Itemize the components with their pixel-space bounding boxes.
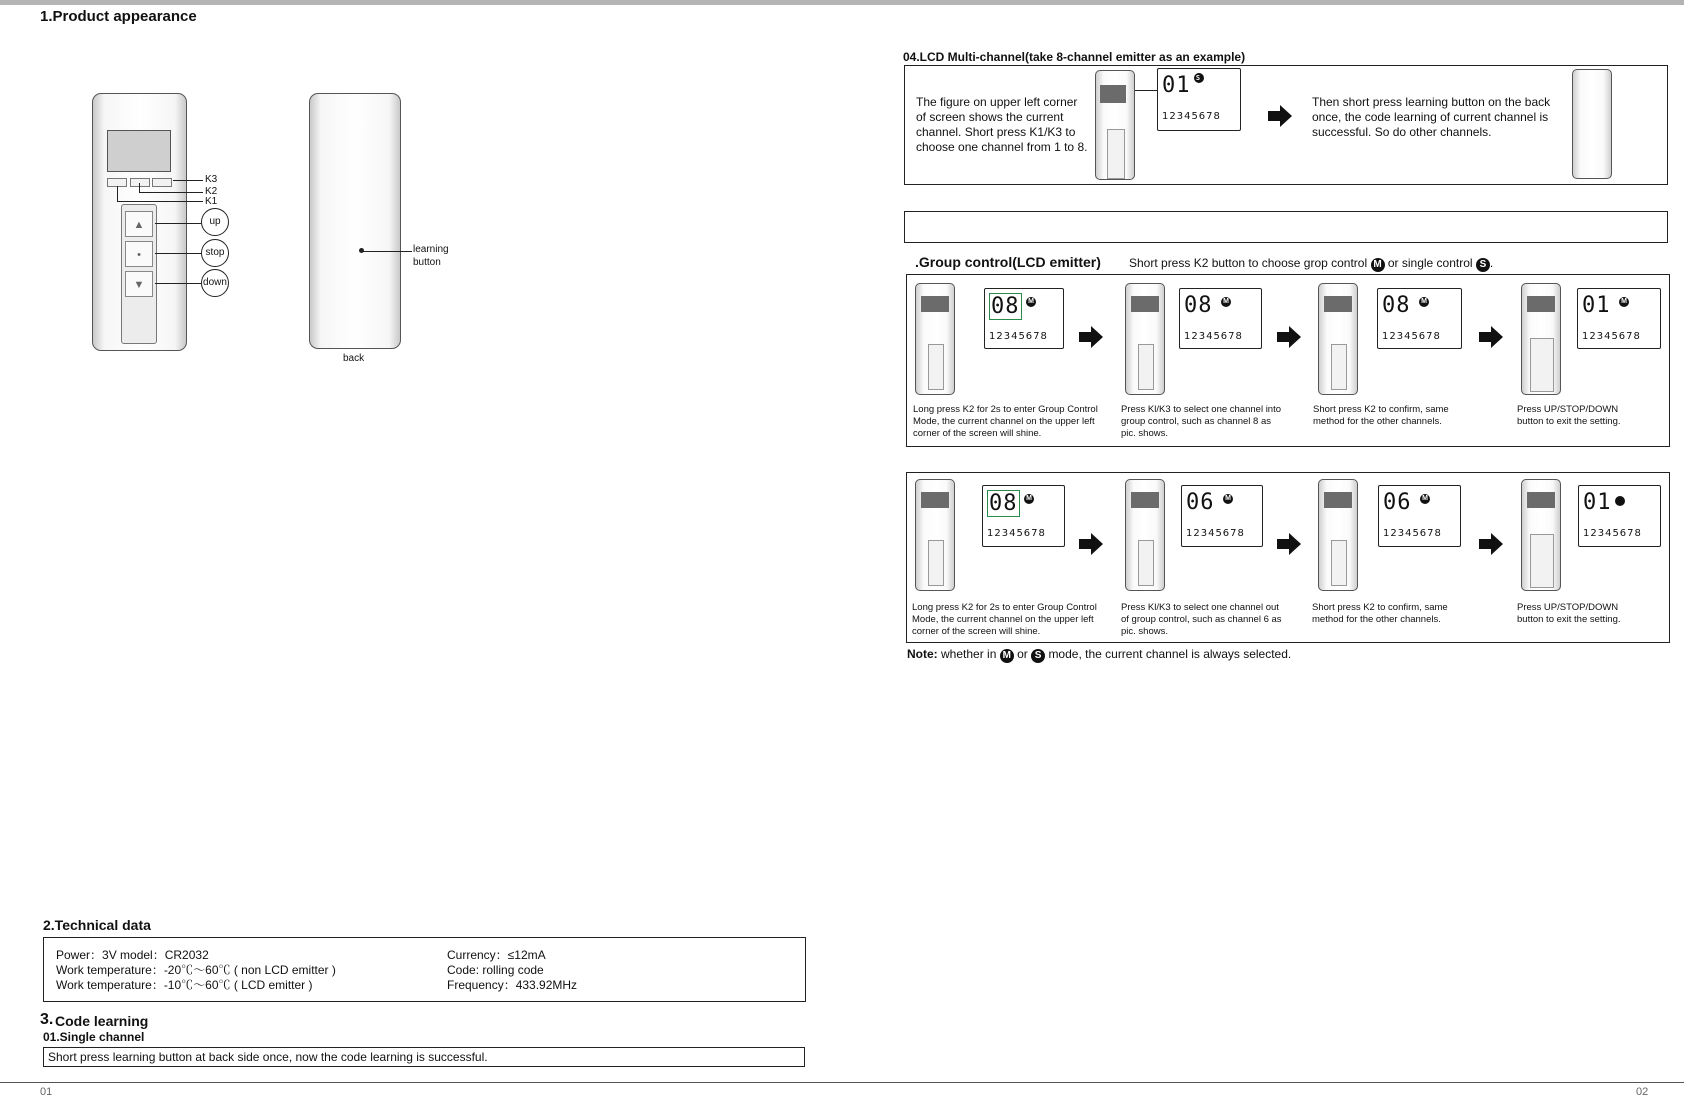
step-remote-image (1521, 479, 1561, 591)
group-mode-m-icon: M (1371, 258, 1385, 272)
step-screen (1179, 288, 1262, 349)
step-screen (1577, 288, 1661, 349)
learning-label-line2: button (413, 257, 441, 268)
lcd-multichannel-title: 04.LCD Multi-channel(take 8-channel emitter as an example) (903, 50, 1246, 64)
learning-label-line1: learning (413, 244, 449, 255)
remote-lcd (107, 130, 171, 172)
screen-channels: 12345678 (1184, 331, 1243, 342)
screen-digits: 08 (1184, 293, 1213, 318)
step-screen (982, 485, 1065, 547)
step-caption: Long press K2 for 2s to enter Group Control Mode, the current channel on the upper left corner of the screen will shine. (912, 602, 1097, 637)
k2-leader-stem (139, 183, 140, 193)
section-3-number: 3. (40, 1011, 54, 1028)
stop-callout (201, 239, 229, 267)
remote-front-image (92, 93, 187, 351)
screen-digits: 01 (1583, 490, 1612, 515)
k3-label: K3 (205, 174, 218, 185)
group-row-1-box (906, 274, 1670, 447)
k2-key (130, 178, 150, 187)
screen-digits: 06 (1186, 490, 1215, 515)
step-remote-image (915, 283, 955, 395)
screen-mode-icon: M (1223, 494, 1233, 504)
lcd-multichannel-box (904, 65, 1668, 185)
right-arrow-icon (1079, 326, 1103, 348)
down-label: down (203, 277, 227, 288)
group-control-hint: Short press K2 button to choose grop control M or single control S . (1129, 256, 1494, 270)
stop-leader-line (155, 253, 201, 254)
step-caption: Press Kl/K3 to select one channel out of group control, such as channel 6 as pic. shows. (1121, 602, 1282, 637)
screen-channels: 12345678 (989, 331, 1048, 342)
step-screen (1578, 485, 1661, 547)
down-leader-line (155, 283, 201, 284)
tech-work-temp-non-lcd: Work temperature：-20℃～60℃ ( non LCD emitter ) (56, 963, 336, 977)
tech-code: Code: rolling code (447, 963, 544, 977)
screen-digits: 01 (1582, 293, 1611, 318)
section-1-title: 1.Product appearance (40, 8, 197, 25)
right-arrow-icon (1268, 105, 1292, 127)
lcd-left-text: The figure on upper left corner of screen shows the current channel. Short press K1/K3 to choose one channel from 1 to 8. (916, 95, 1088, 154)
single-channel-title: 01.Single channel (43, 1030, 145, 1044)
right-arrow-icon (1277, 533, 1301, 555)
bottom-rule (0, 1082, 1684, 1083)
screen-leader-line (1135, 90, 1157, 91)
group-control-title: .Group control(LCD emitter) (915, 254, 1101, 270)
k1-leader-line (117, 201, 203, 202)
tech-frequency: Frequency：433.92MHz (447, 978, 578, 992)
single-channel-text: Short press learning button at back side once, now the code learning is successful. (48, 1050, 488, 1064)
group-mode-m-icon: M (1000, 649, 1014, 663)
section-3-title: Code learning (55, 1013, 149, 1029)
step-remote-image (1318, 283, 1358, 395)
step-caption: Short press K2 to confirm, same method for the other channels. (1312, 602, 1448, 625)
stop-dot-icon: • (125, 241, 153, 267)
right-arrow-icon (1277, 326, 1301, 348)
screen-mode-icon: M (1024, 494, 1034, 504)
screen-mode-icon: M (1221, 297, 1231, 307)
step-caption: Long press K2 for 2s to enter Group Control Mode, the current channel on the upper left corner of the screen will shine. (913, 404, 1098, 439)
group-row-2-box (906, 472, 1670, 643)
back-label: back (343, 353, 365, 364)
step-remote-image (1125, 283, 1165, 395)
k3-leader-line (173, 180, 203, 181)
remote-keypad (121, 204, 157, 344)
screen-digits: 08 (1382, 293, 1411, 318)
step-remote-image (1125, 479, 1165, 591)
single-mode-s-icon: S (1476, 258, 1490, 272)
tech-data-box (43, 937, 806, 1002)
screen-digits: 01 S (1162, 73, 1204, 98)
lcd-screen-zoom (1157, 68, 1241, 131)
stop-label: stop (205, 247, 225, 258)
screen-dot-icon (1615, 496, 1625, 506)
section-2-title: 2.Technical data (43, 917, 151, 933)
down-arrow-icon: ▼ (125, 271, 153, 297)
note-line: Note: whether in M or S mode, the current channel is always selected. (907, 647, 1292, 661)
screen-mode-icon: M (1420, 494, 1430, 504)
step-caption: Short press K2 to confirm, same method for the other channels. (1313, 404, 1449, 427)
screen-mode-icon: M (1619, 297, 1629, 307)
screen-channels: 12345678 (1162, 111, 1221, 122)
step-caption: Press UP/STOP/DOWN button to exit the setting. (1517, 404, 1621, 427)
step-remote-image (1521, 283, 1561, 395)
step-remote-image (1318, 479, 1358, 591)
page-number-right: 02 (1636, 1086, 1649, 1098)
screen-digits: 06 (1383, 490, 1412, 515)
down-callout (201, 269, 229, 297)
screen-mode-icon: M (1026, 297, 1036, 307)
step-caption: Press UP/STOP/DOWN button to exit the setting. (1517, 602, 1621, 625)
screen-channels: 12345678 (1583, 528, 1642, 539)
mini-remote-back-image (1572, 69, 1612, 179)
top-rule (0, 0, 1684, 5)
screen-channels: 12345678 (1383, 528, 1442, 539)
single-channel-box (43, 1047, 805, 1067)
screen-digits: 08 (989, 491, 1018, 516)
step-screen (1377, 288, 1462, 349)
up-callout (201, 208, 229, 236)
single-mode-s-icon: S (1031, 649, 1045, 663)
k1-label: K1 (205, 196, 218, 207)
k1-leader-stem (117, 186, 118, 202)
lcd-right-text: Then short press learning button on the back once, the code learning of current channel is successful. So do other channels. (1312, 95, 1551, 139)
screen-channels: 12345678 (1582, 331, 1641, 342)
k3-key (152, 178, 172, 187)
screen-mode-icon: M (1419, 297, 1429, 307)
step-screen (984, 288, 1064, 349)
tech-power: Power：3V model：CR2032 (56, 948, 209, 962)
up-label: up (209, 216, 221, 227)
tech-currency: Currency：≤12mA (447, 948, 546, 962)
screen-channels: 12345678 (987, 528, 1046, 539)
step-screen (1378, 485, 1461, 547)
right-arrow-icon (1079, 533, 1103, 555)
empty-box (904, 211, 1668, 243)
screen-digits: 08 (991, 294, 1020, 319)
mini-remote-image (1095, 70, 1135, 180)
learning-leader-line (362, 251, 412, 252)
up-arrow-icon: ▲ (125, 211, 153, 237)
remote-back-image (309, 93, 401, 349)
tech-work-temp-lcd: Work temperature：-10℃～60℃ ( LCD emitter ) (56, 978, 313, 992)
page-number-left: 01 (40, 1086, 53, 1098)
step-screen (1181, 485, 1263, 547)
step-remote-image (915, 479, 955, 591)
right-arrow-icon (1479, 533, 1503, 555)
step-caption: Press Kl/K3 to select one channel into group control, such as channel 8 as pic. shows. (1121, 404, 1282, 439)
up-leader-line (155, 223, 201, 224)
screen-channels: 12345678 (1186, 528, 1245, 539)
k2-leader-line (139, 192, 203, 193)
k2-label: K2 (205, 186, 218, 197)
right-arrow-icon (1479, 326, 1503, 348)
screen-channels: 12345678 (1382, 331, 1441, 342)
